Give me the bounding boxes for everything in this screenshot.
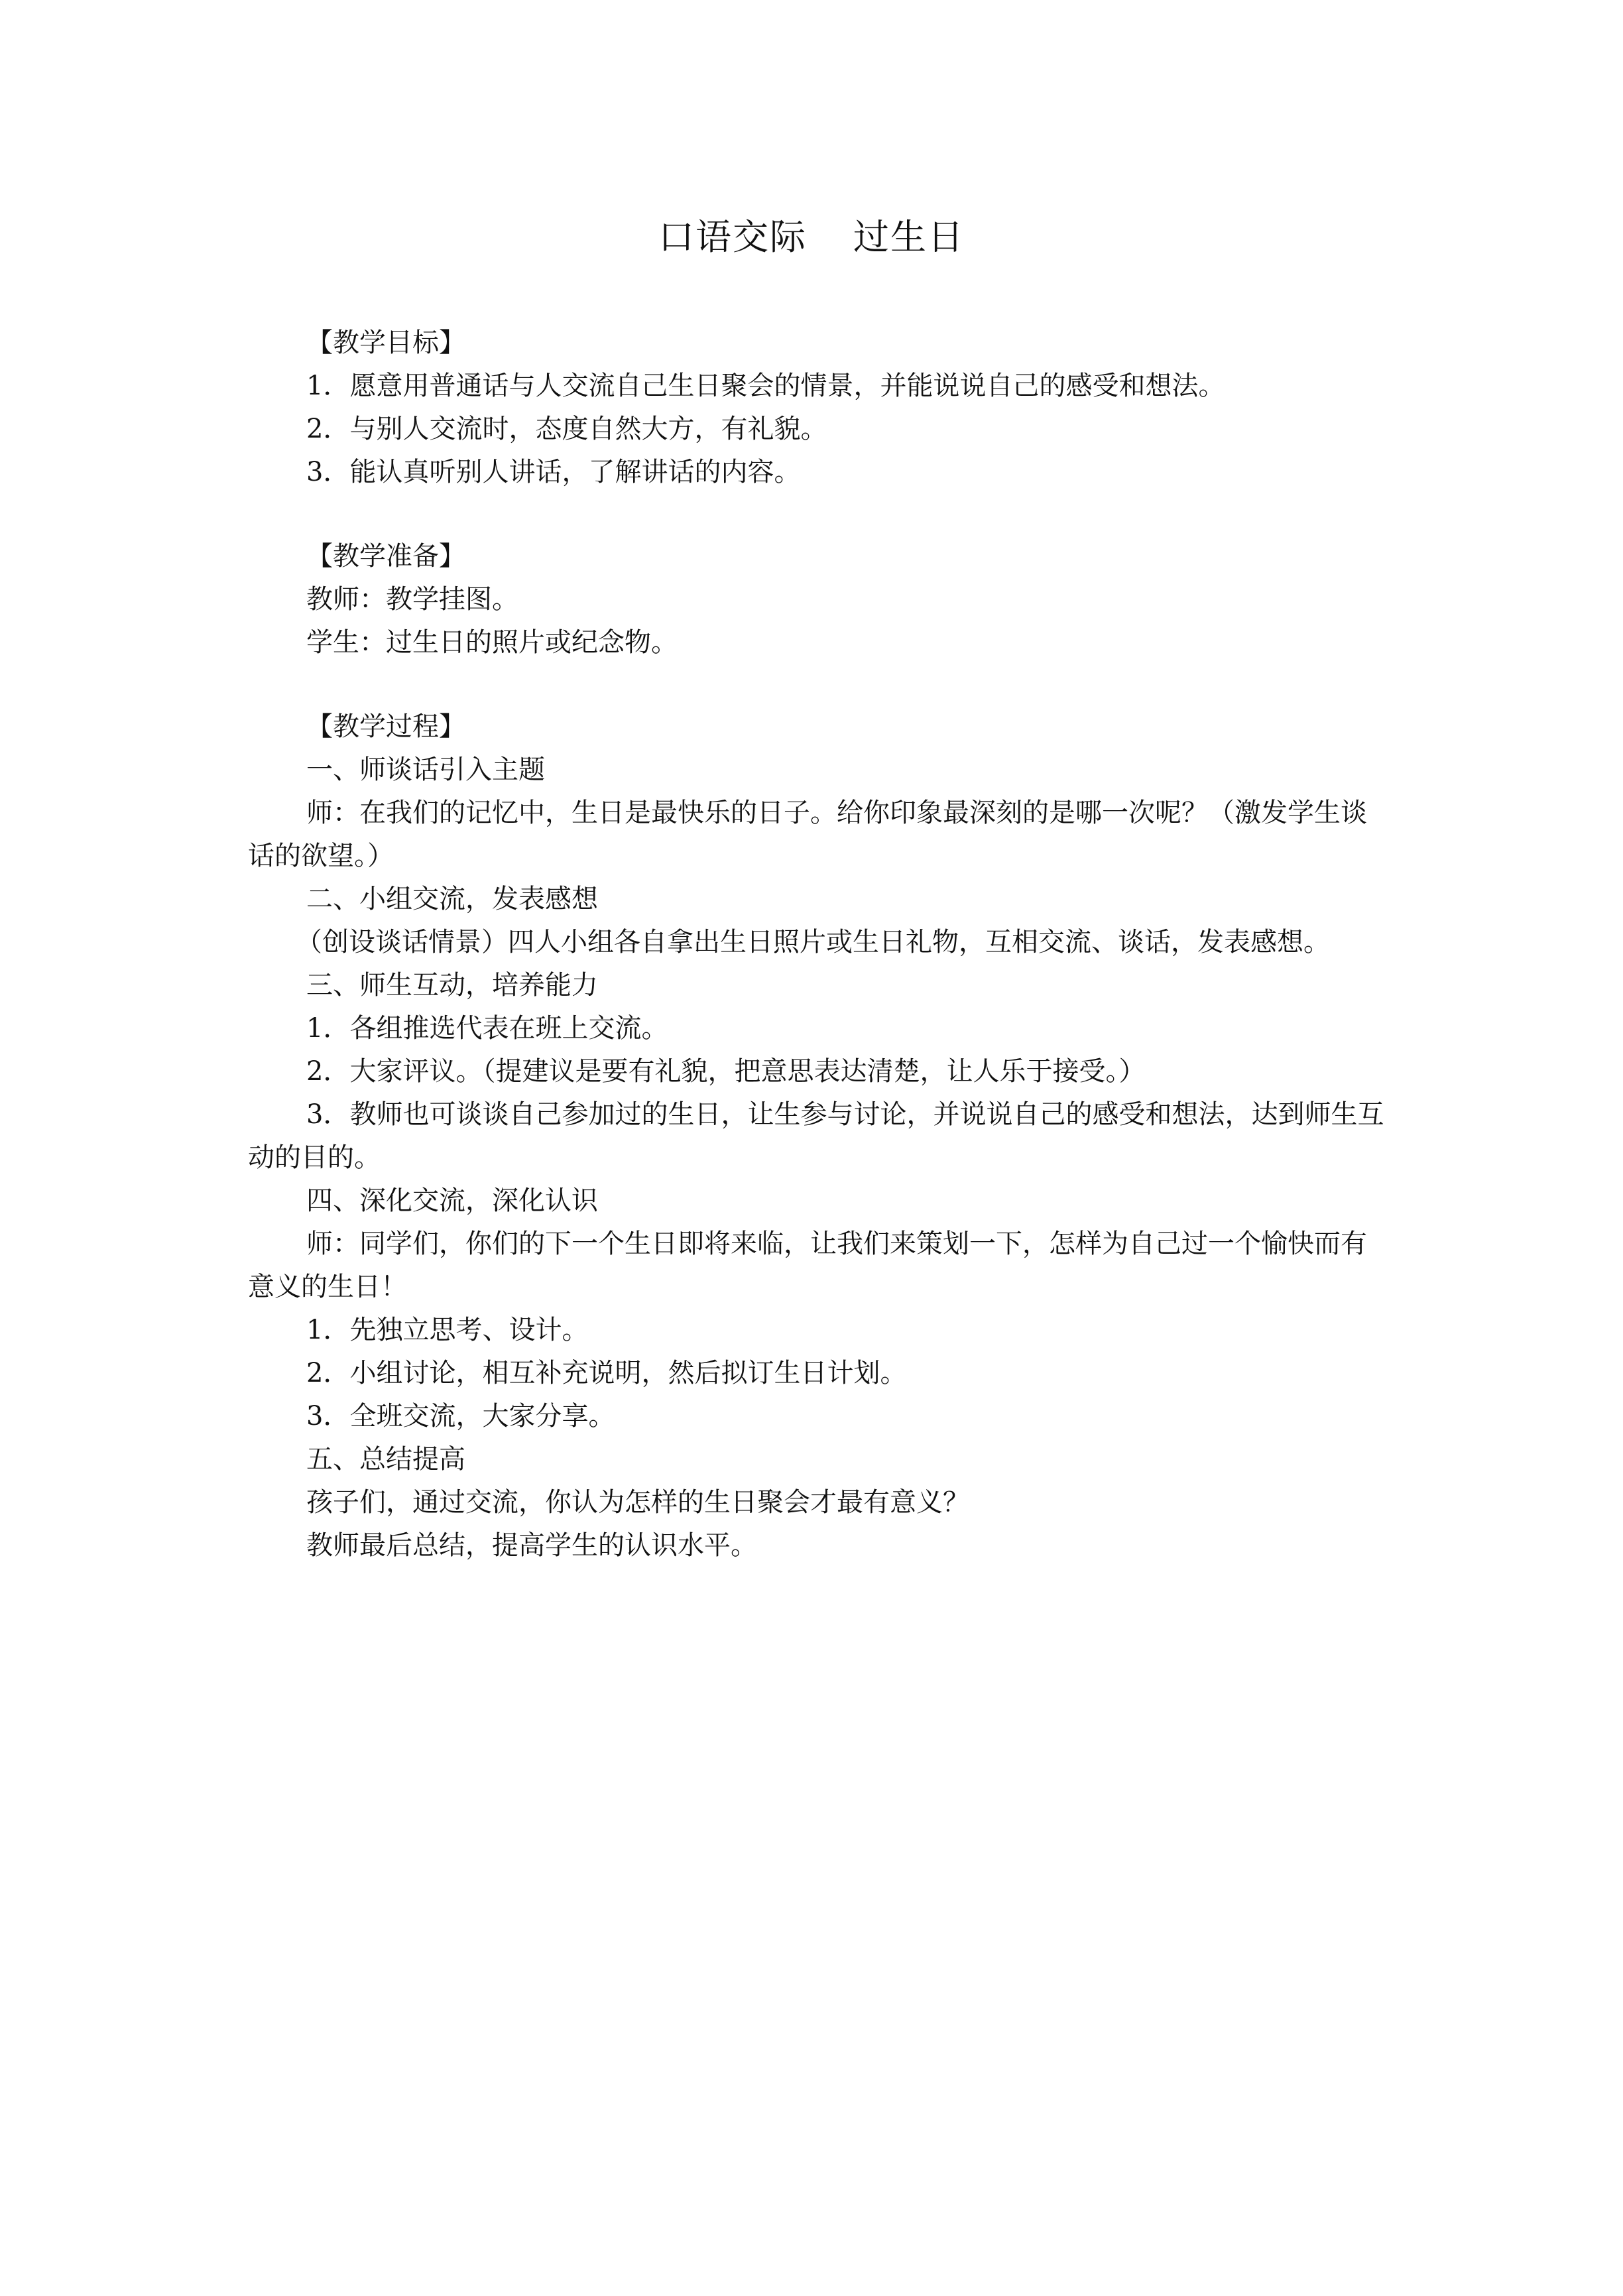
preparation-student: 学生：过生日的照片或纪念物。 <box>306 627 678 658</box>
step-paragraph: 孩子们，通过交流，你认为怎样的生日聚会才最有意义？ <box>306 1487 969 1518</box>
page-title <box>0 211 1623 264</box>
objective-item: 2．与别人交流时，态度自然大方，有礼貌。 <box>306 414 827 444</box>
step-paragraph: 师：在我们的记忆中，生日是最快乐的日子。给你印象最深刻的是哪一次呢？（激发学生谈话的欲望。） <box>248 798 1367 871</box>
step-paragraph: （创设谈话情景）四人小组各自拿出生日照片或生日礼物，互相交流、谈话，发表感想。 <box>296 927 1330 957</box>
step-title: 一、师谈话引入主题 <box>306 755 545 785</box>
section-heading-preparation: 【教学准备】 <box>306 541 465 572</box>
document-body <box>248 322 1388 1567</box>
section-heading-process: 【教学过程】 <box>306 711 465 742</box>
section-spacer <box>248 664 1388 705</box>
step-item: 1．先独立思考、设计。 <box>306 1315 589 1345</box>
section-spacer <box>248 494 1388 535</box>
step-paragraph: 师：同学们，你们的下一个生日即将来临，让我们来策划一下，怎样为自己过一个愉快而有意义的生日！ <box>248 1229 1367 1302</box>
step-paragraph: 教师最后总结，提高学生的认识水平。 <box>306 1530 757 1561</box>
title-part-2: 过生日 <box>853 216 965 258</box>
step-title: 五、总结提高 <box>306 1444 465 1475</box>
title-part-1: 口语交际 <box>658 216 807 258</box>
step-item: 1．各组推选代表在班上交流。 <box>306 1013 668 1044</box>
step-item: 2．小组讨论，相互补充说明，然后拟订生日计划。 <box>306 1358 907 1388</box>
objective-item: 1．愿意用普通话与人交流自己生日聚会的情景，并能说说自己的感受和想法。 <box>306 371 1225 401</box>
section-heading-objectives: 【教学目标】 <box>306 328 465 358</box>
step-title: 二、小组交流，发表感想 <box>306 884 598 914</box>
preparation-teacher: 教师：教学挂图。 <box>306 584 518 615</box>
objective-item: 3．能认真听别人讲话，了解讲话的内容。 <box>306 457 801 487</box>
step-title: 四、深化交流，深化认识 <box>306 1185 598 1216</box>
step-item: 3．教师也可谈谈自己参加过的生日，让生参与讨论，并说说自己的感受和想法，达到师生互动的目的。 <box>248 1099 1384 1173</box>
step-item: 3．全班交流，大家分享。 <box>306 1401 615 1431</box>
step-title: 三、师生互动，培养能力 <box>306 970 598 1000</box>
step-item: 2．大家评议。（提建议是要有礼貌，把意思表达清楚，让人乐于接受。） <box>306 1056 1146 1087</box>
